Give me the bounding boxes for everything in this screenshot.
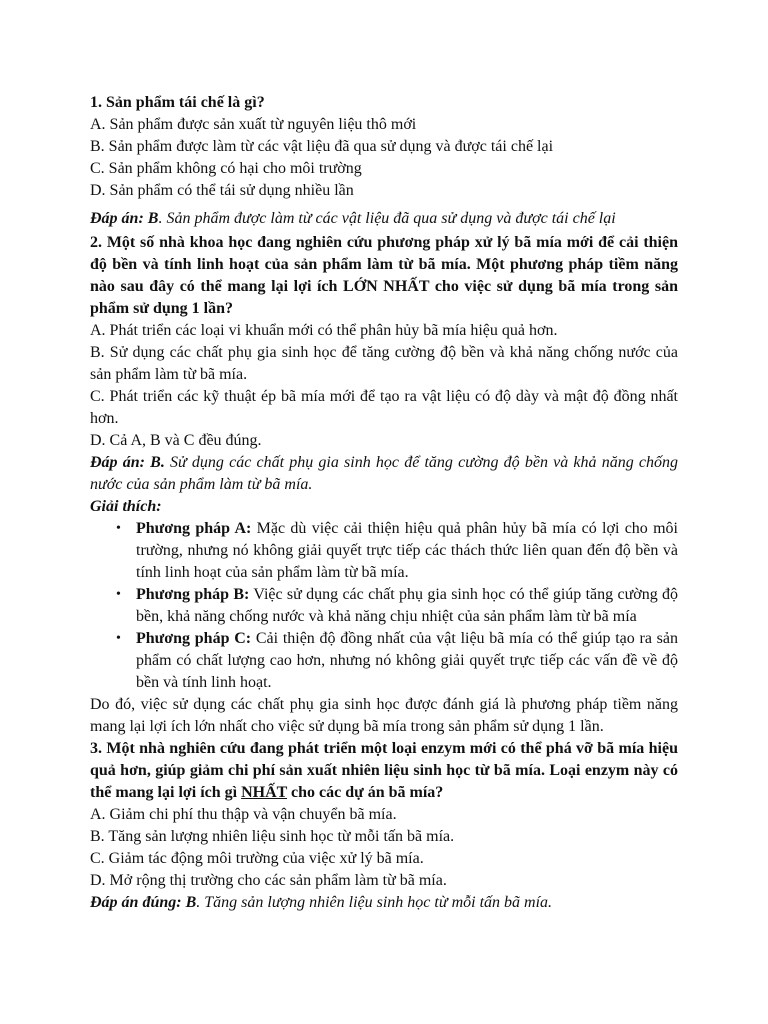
explanation-item-b [116, 584, 679, 628]
explanation-item-c [116, 628, 679, 694]
question-3-title-end: cho các dự án bã mía? [287, 784, 444, 801]
question-3-title [90, 738, 678, 804]
question-3-option-b: B. Tăng sản lượng nhiên liệu sinh học từ mỗi tấn bã mía. [90, 828, 455, 845]
explanation-item-a [116, 518, 678, 584]
question-2-option-c: C. Phát triển các kỹ thuật ép bã mía mới để tạo ra vật liệu có độ dày và mật độ đồng nhất hơn. [90, 388, 678, 427]
question-3-option-c: C. Giảm tác động môi trường của việc xử lý bã mía. [90, 850, 424, 867]
question-2-option-d: D. Cả A, B và C đều đúng. [90, 432, 262, 449]
question-1-option-d: D. Sản phẩm có thể tái sử dụng nhiều lần [90, 182, 354, 199]
question-2-answer-text: Sử dụng các chất phụ gia sinh học để tăng cường độ bền và khả năng chống nước của sản phẩm làm từ bã mía. [90, 454, 679, 493]
document-content [90, 92, 678, 914]
question-2-option-b: B. Sử dụng các chất phụ gia sinh học để tăng cường độ bền và khả năng chống nước của sản phẩm làm từ bã mía. [90, 344, 678, 383]
explanation-heading: Giải thích: [90, 498, 162, 515]
bullet-icon: • [116, 587, 121, 602]
question-1-option-a: A. Sản phẩm được sản xuất từ nguyên liệu thô mới [90, 116, 417, 133]
explanation-item-text: Mặc dù việc cải thiện hiệu quả phân hủy bã mía có lợi cho môi trường, nhưng nó không giải quyết trực tiếp các thách thức liên quan đến độ bền và tính linh hoạt của sản phẩm làm từ bã mía. [136, 520, 678, 581]
bullet-icon: • [116, 521, 121, 536]
question-2-title: 2. Một số nhà khoa học đang nghiên cứu phương pháp xử lý bã mía mới để cải thiện độ bền và tính linh hoạt của sản phẩm làm từ bã mía. Một phương pháp tiềm năng nào sau đây có thể mang lại lợi ích LỚN NHẤT cho việc sử dụng bã mía trong sản phẩm sử dụng 1 lần? [90, 234, 678, 317]
question-2-explanation-label [90, 496, 678, 518]
question-3-answer-text: . Tăng sản lượng nhiên liệu sinh học từ mỗi tấn bã mía. [196, 894, 553, 911]
explanation-item-label: Phương pháp C: [136, 630, 252, 647]
explanation-item-label: Phương pháp A: [136, 520, 252, 537]
question-3-option-a: A. Giảm chi phí thu thập và vận chuyển bã mía. [90, 806, 397, 823]
question-3-answer-label: Đáp án đúng: B [90, 894, 197, 911]
question-3-answer [90, 892, 678, 914]
question-2-answer [90, 452, 678, 496]
question-2-option-a: A. Phát triển các loại vi khuẩn mới có thể phân hủy bã mía hiệu quả hơn. [90, 322, 558, 339]
explanation-list [90, 518, 678, 694]
question-3-title-emphasis: NHẤT [241, 784, 288, 801]
question-3-title-start: 3. Một nhà nghiên cứu đang phát triển một loại enzym mới có thể phá vỡ bã mía hiệu quả hơn, giúp giảm chi phí sản xuất nhiên liệu sinh học từ bã mía. Loại enzym này có thể mang lại lợi ích gì [90, 740, 678, 801]
question-1-answer-text: . Sản phẩm được làm từ các vật liệu đã qua sử dụng và được tái chế lại [158, 210, 616, 227]
explanation-item-text: Cải thiện độ đồng nhất của vật liệu bã mía có thể giúp tạo ra sản phẩm có chất lượng cao hơn, nhưng nó không giải quyết trực tiếp các vấn đề về độ bền và tính linh hoạt. [136, 630, 679, 691]
question-1-option-b: B. Sản phẩm được làm từ các vật liệu đã qua sử dụng và được tái chế lại [90, 138, 554, 155]
question-1-option-c: C. Sản phẩm không có hại cho môi trường [90, 160, 362, 177]
explanation-item-text: Việc sử dụng các chất phụ gia sinh học có thể giúp tăng cường độ bền, khả năng chống nước và khả năng chịu nhiệt của sản phẩm làm từ bã mía [136, 586, 679, 625]
question-1-title: 1. Sản phẩm tái chế là gì? [90, 94, 265, 111]
question-3-option-d: D. Mở rộng thị trường cho các sản phẩm làm từ bã mía. [90, 872, 447, 889]
question-1-answer-label: Đáp án: B [90, 210, 159, 227]
explanation-item-label: Phương pháp B: [136, 586, 250, 603]
question-1-answer [90, 208, 678, 230]
question-2-answer-label: Đáp án: B. [90, 454, 165, 471]
bullet-icon: • [116, 631, 121, 646]
question-2-conclusion: Do đó, việc sử dụng các chất phụ gia sinh học được đánh giá là phương pháp tiềm năng mang lại lợi ích lớn nhất cho việc sử dụng bã mía trong sản phẩm sử dụng 1 lần. [90, 696, 678, 735]
